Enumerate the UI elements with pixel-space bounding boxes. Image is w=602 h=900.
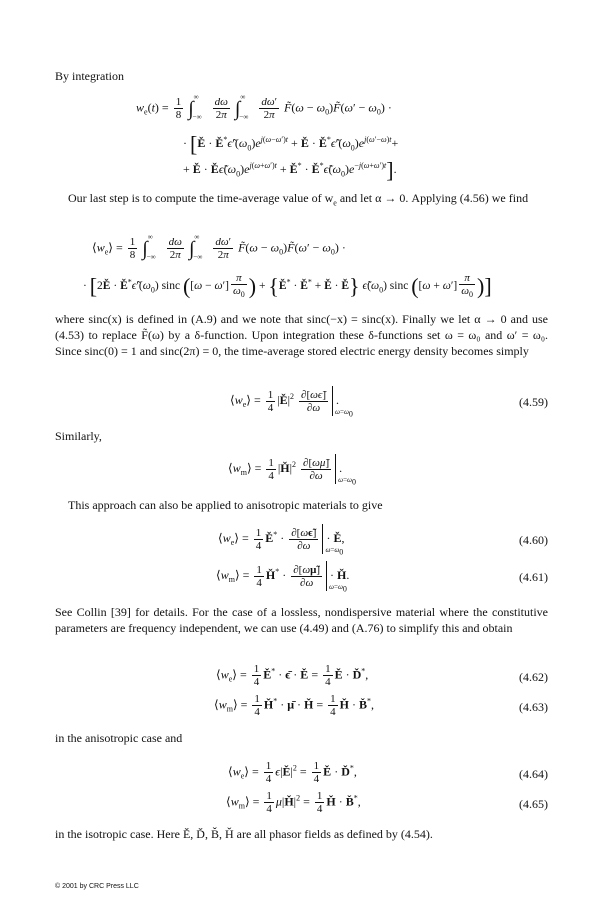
paragraph-last-step-text2: and let α → 0. Applying (4.56) we find bbox=[336, 191, 529, 205]
equation-average-wm: $⟨w_m⟩$ = $\frac{1}{4}$ $|Ȟ|^2$ $\frac{\partial[\omega\mũ]}{\partial\omega}$ $\omega=\omega_0$ . bbox=[228, 454, 342, 484]
paragraph-anisotropic-case: in the anisotropic case and bbox=[55, 731, 183, 745]
equation-we-t-line3: + Ě · $Ě\epsiloñ(\omega_0)e^{j(\omega+\omega')t}$ + Ě* · $Ě^*\epsiloñ(\omega_0)e^{-j(\omega+\omega')t}$]. bbox=[183, 157, 397, 183]
paragraph-similarly: Similarly, bbox=[55, 429, 102, 443]
equation-4-59: $⟨w_e⟩$ = $\frac{1}{4}$ $|Ě|^2$ $\frac{\partial[\omega\epsiloñ]}{\partial\omega}$ $\omega=\omega_0$ . bbox=[230, 386, 339, 416]
equation-number-4-65: (4.65) bbox=[519, 797, 548, 811]
paragraph-isotropic-case: in the isotropic case. Here Ě, Ď, B̌, Ȟ are all phasor fields as defined by (4.54). bbox=[55, 827, 433, 841]
equation-4-61: $⟨w_m⟩$ = $\frac{1}{4}$ Ȟ* · $\frac{\partial[\omega\mũ]}{\partial\omega}$ $\omega=\omega_0$ · Ȟ. bbox=[216, 561, 349, 591]
copyright-footer: © 2001 by CRC Press LLC bbox=[55, 883, 139, 890]
equation-number-4-59: (4.59) bbox=[519, 395, 548, 409]
equation-number-4-61: (4.61) bbox=[519, 570, 548, 584]
paragraph-anisotropic-approach: This approach can also be applied to anisotropic materials to give bbox=[68, 498, 383, 512]
equation-4-65: $⟨w_m⟩$ = $\frac{1}{4}$ $\mu|Ȟ|^2$ = $\frac{1}{4}$ Ȟ · B̌*, bbox=[226, 790, 361, 815]
equation-4-63: $⟨w_m⟩$ = $\frac{1}{4}$ Ȟ* · μ̄ · Ȟ = $\frac{1}{4}$ Ȟ · B̌*, bbox=[214, 693, 375, 718]
equation-number-4-64: (4.64) bbox=[519, 767, 548, 781]
equation-average-we-line2: · [2Ě · $Ě^*\epsiloñ'(\omega_0)$ sinc ([ω − ω′] $\frac{\pi}{\omega_0}$ ) + {Ě* · Ě* + Ě · Ě} $\epsiloñ(\omega_0)$ sinc ([ω + ω′] $\frac{\pi}{\omega_0}$ )] bbox=[83, 272, 492, 300]
equation-4-60: $⟨w_e⟩$ = $\frac{1}{4}$ Ě* · $\frac{\partial[\omega\epsiloñ]}{\partial\omega}$ $\omega=\omega_0$ · Ě, bbox=[218, 524, 344, 554]
paragraph-collin: See Collin [39] for details. For the case of a lossless, nondispersive material where the constitutive parameters are frequency independent, we can use (4.49) and (A.76) to simplify this and obtain bbox=[55, 605, 548, 635]
paragraph-sinc-definition: where sinc(x) is defined in (A.9) and we note that sinc(−x) = sinc(x). Finally we let α → 0 and use (4.53) to replace F̃(ω) by a δ-function. Upon integration these δ-functions set ω = ω₀ and ω′ = ω₀. Since sinc(0) = 1 and sinc(2π) = 0, the time-average stored electric energy density becomes simply bbox=[55, 312, 548, 358]
equation-4-62: $⟨w_e⟩$ = $\frac{1}{4}$ Ě* · ϵ̄ · Ě = $\frac{1}{4}$ Ě · Ď*, bbox=[216, 663, 369, 688]
equation-4-64: $⟨w_e⟩$ = $\frac{1}{4}$ $\epsilon|Ě|^2$ = $\frac{1}{4}$ Ě · Ď*, bbox=[228, 760, 357, 785]
paragraph-last-step-text: Our last step is to compute the time-average value of w bbox=[68, 191, 334, 205]
equation-we-t-line1: $w_e(t)$ = $\frac{1}{8}$ $\int^\infty_{-\infty}$ $\frac{d\omega}{2\pi}$ $\int^\infty_{-\infty}$ $\frac{d\omega'}{2\pi}$ F̃(ω − $\omega_0)F̃(\omega' - \omega_0)$ · bbox=[136, 93, 392, 122]
equation-we-t-line2: · [Ě · $Ě^*\epsiloñ'(\omega_0)e^{j(\omega-\omega')t}$ + Ě · $Ě^*\epsiloñ'(\omega_0)e^{j(\omega'-\omega)t}+$ bbox=[183, 131, 399, 157]
equation-number-4-63: (4.63) bbox=[519, 700, 548, 714]
paragraph-last-step bbox=[55, 190, 548, 211]
equation-average-we-line1: $⟨w_e⟩$ = $\frac{1}{8}$ $\int^\infty_{-\infty}$ $\frac{d\omega}{2\pi}$ $\int^\infty_{-\infty}$ $\frac{d\omega'}{2\pi}$ F̃(ω − $\omega_0)F̃(\omega' - \omega_0)$ · bbox=[92, 233, 346, 262]
equation-number-4-60: (4.60) bbox=[519, 533, 548, 547]
paragraph-last-step-sub: e bbox=[333, 198, 337, 208]
equation-number-4-62: (4.62) bbox=[519, 670, 548, 684]
paragraph-intro: By integration bbox=[55, 69, 124, 83]
